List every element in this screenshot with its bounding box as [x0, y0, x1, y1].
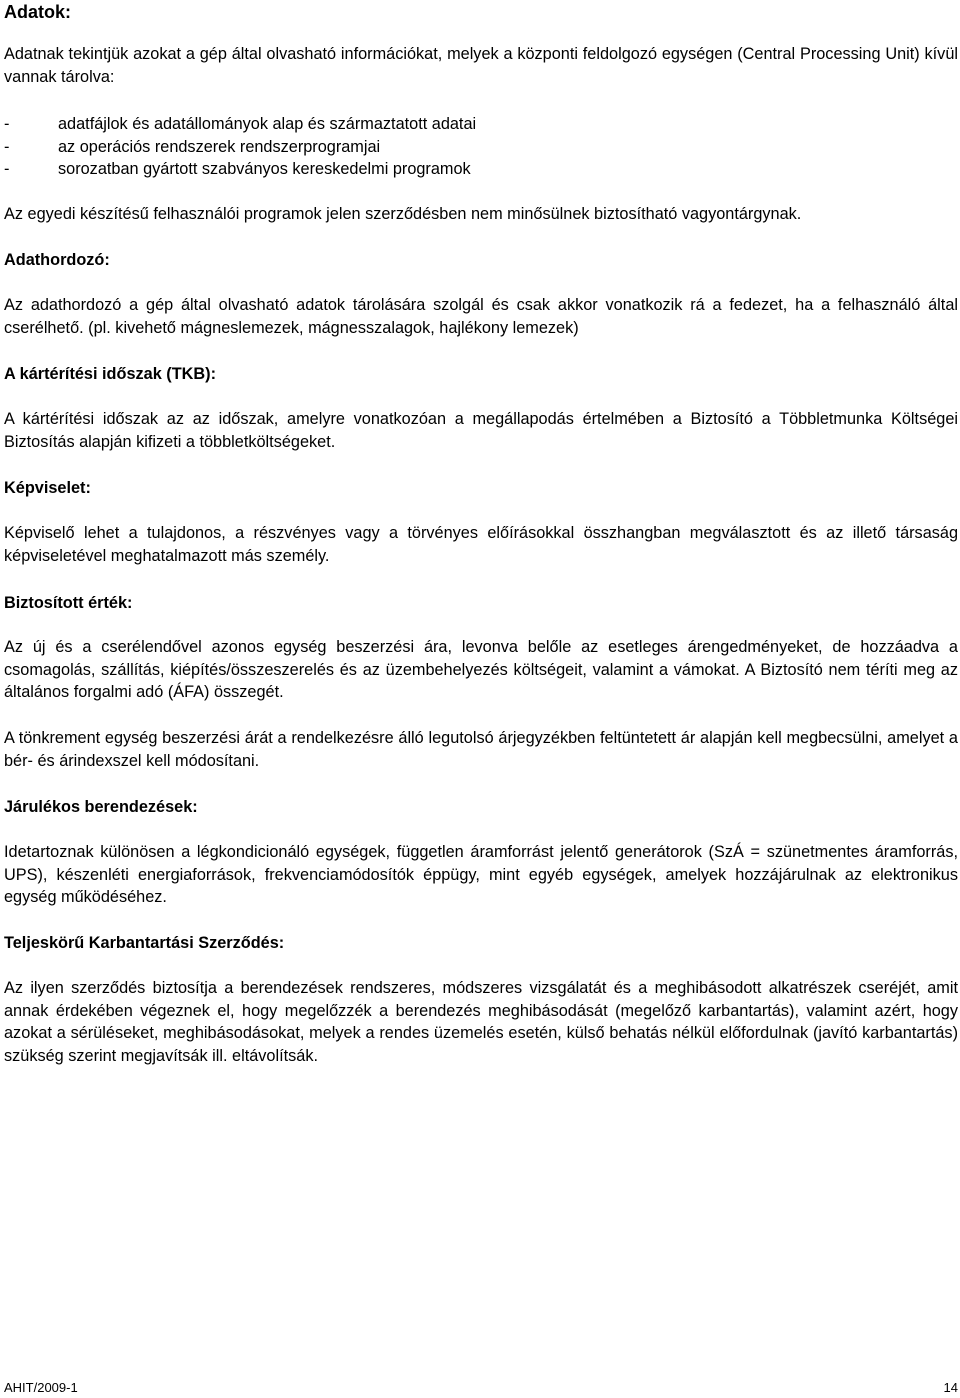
section-heading: Képviselet:: [4, 479, 91, 497]
section-paragraph: Az új és a cserélendővel azonos egység beszerzési ára, levonva belőle az esetleges árengedményeket, de hozzáadva a csomagolás, szállítás, kiépítés/összeszerelés és az üzembehelyezés költségeit, valamint a vámokat. A Biztosító nem téríti meg az általános forgalmi adó (ÁFA) összegét.: [4, 638, 958, 701]
intro-paragraph: Adatnak tekintjük azokat a gép által olvasható információkat, melyek a központi feldolgozó egységen (Central Processing Unit) kívül vannak tárolva:: [4, 45, 958, 86]
section-heading: Járulékos berendezések:: [4, 798, 198, 816]
section-paragraph: A tönkrement egység beszerzési árát a rendelkezésre álló legutolsó árjegyzékben feltüntetett ár alapján kell megbecsülni, amelyet a bér- és árindexszel kell módosítani.: [4, 729, 958, 770]
section-paragraph: A kártérítési időszak az az időszak, amelyre vonatkozóan a megállapodás értelmében a Biztosító a Többletmunka Költségei Biztosítás alapján kifizeti a többletköltségeket.: [4, 410, 958, 451]
bullet-list: [4, 113, 958, 181]
section-paragraph: Az ilyen szerződés biztosítja a berendezések rendszeres, módszeres vizsgálatát és a meghibásodott alkatrészek cseréjét, amit annak érdekében végeznek el, hogy megelőzzék a berendezés meghibásodását (megelőző karbantartás), valamint azért, hogy azokat a sérüléseket, meghibásodásokat, melyek a rendes üzemelés esetén, külső behatás nélkül előfordulnak (javító karbantartás) szükség szerint megjavítsák ill. eltávolítsák.: [4, 979, 958, 1065]
section-paragraph: Idetartoznak különösen a légkondicionáló egységek, független áramforrást jelentő generátorok (SzÁ = szünetmentes áramforrás, UPS), készenléti energiaforrások, frekvenciamódosítók éppügy, mint egyéb egységek, amelyek hozzájárulnak az elektronikus egység működéséhez.: [4, 843, 958, 906]
section-paragraph: Képviselő lehet a tulajdonos, a részvényes vagy a törvényes előírásokkal összhangban megválasztott és az illető társaság képviseletével meghatalmazott más személy.: [4, 524, 958, 565]
after-list-paragraph: Az egyedi készítésű felhasználói programok jelen szerződésben nem minősülnek biztosítható vagyontárgynak.: [4, 205, 802, 223]
list-item: - sorozatban gyártott szabványos kereskedelmi programok: [4, 160, 471, 178]
page-title: Adatok:: [4, 2, 71, 22]
list-item: - az operációs rendszerek rendszerprogramjai: [4, 137, 381, 156]
footer-page-number: 14: [943, 1380, 958, 1395]
section-heading: A kártérítési időszak (TKB):: [4, 365, 217, 383]
section-heading: Teljeskörű Karbantartási Szerződés:: [4, 934, 285, 952]
list-item: - adatfájlok és adatállományok alap és származtatott adatai: [4, 115, 477, 133]
section-heading: Biztosított érték:: [4, 594, 133, 612]
section-heading: Adathordozó:: [4, 251, 110, 269]
footer-doc-id: AHIT/2009-1: [4, 1380, 78, 1395]
section-paragraph: Az adathordozó a gép által olvasható adatok tárolására szolgál és csak akkor vonatkozik rá a fedezet, ha a felhasználó által cserélhető. (pl. kivehető mágneslemezek, mágnesszalagok, hajlékony lemezek): [4, 296, 958, 337]
